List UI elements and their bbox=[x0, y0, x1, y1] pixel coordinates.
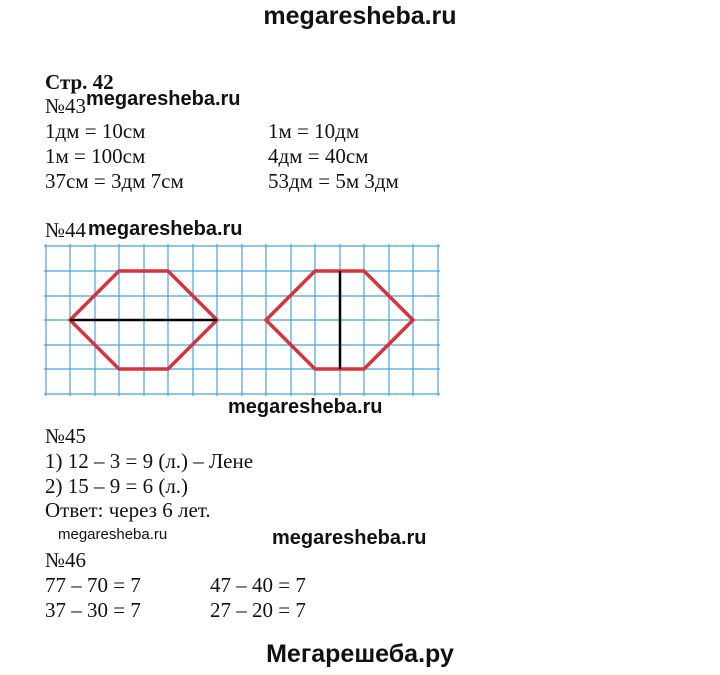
ex46-right-1: 47 – 40 = 7 bbox=[210, 573, 306, 597]
watermark-bottom: Мегарешеба.ру bbox=[266, 640, 454, 668]
ex43-title: №43 bbox=[45, 94, 87, 118]
watermark-inline: megaresheba.ru bbox=[228, 396, 383, 418]
watermark-top: megaresheba.ru bbox=[263, 2, 457, 30]
watermark-inline: megaresheba.ru bbox=[272, 527, 427, 549]
ex46-title: №46 bbox=[45, 548, 87, 572]
ex45-line-2: 2) 15 – 9 = 6 (л.) bbox=[45, 474, 189, 498]
ex46-left-1: 77 – 70 = 7 bbox=[45, 573, 141, 597]
ex43-left-3: 37см = 3дм 7см bbox=[45, 169, 184, 193]
ex46-right-2: 27 – 20 = 7 bbox=[210, 598, 306, 622]
ex43-right-3: 53дм = 5м 3дм bbox=[268, 169, 399, 193]
ex43-right-2: 4дм = 40см bbox=[268, 144, 369, 168]
ex46-left-2: 37 – 30 = 7 bbox=[45, 598, 141, 622]
ex43-left-1: 1дм = 10см bbox=[45, 119, 146, 143]
page-label: Стр. 42 bbox=[45, 70, 114, 94]
ex45-title: №45 bbox=[45, 424, 87, 448]
ex45-line-1: 1) 12 – 3 = 9 (л.) – Лене bbox=[45, 449, 254, 473]
ex43-left-2: 1м = 100см bbox=[45, 144, 146, 168]
watermark-inline: megaresheba.ru bbox=[86, 88, 241, 110]
ex43-right-1: 1м = 10дм bbox=[268, 119, 360, 143]
watermark-inline: megaresheba.ru bbox=[88, 218, 243, 240]
ex45-answer: Ответ: через 6 лет. bbox=[45, 498, 211, 522]
ex44-grid-figure bbox=[44, 244, 442, 396]
watermark-small: megaresheba.ru bbox=[58, 526, 168, 543]
ex44-title: №44 bbox=[45, 218, 87, 242]
